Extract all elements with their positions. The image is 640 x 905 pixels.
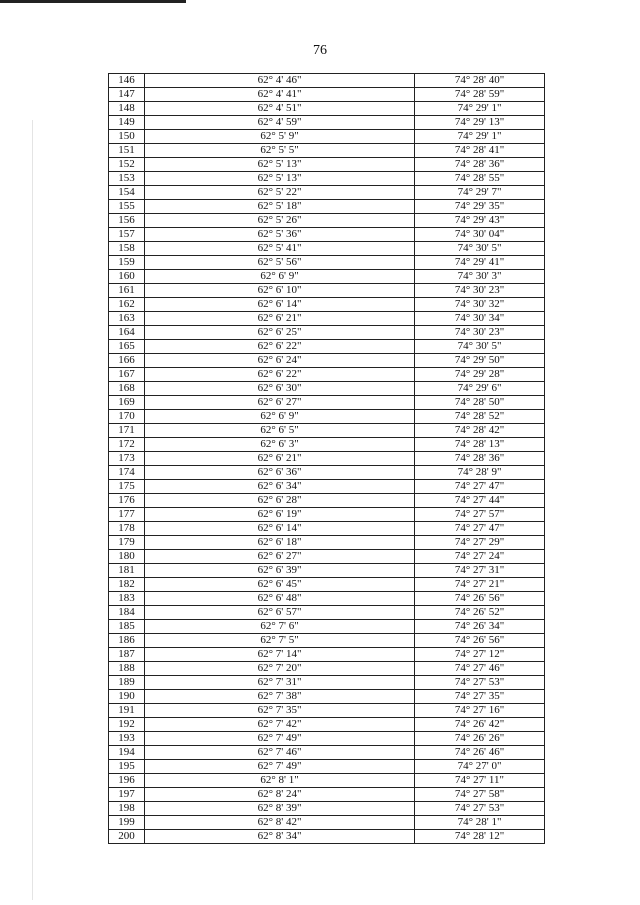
table-row [109,788,545,802]
latitude-cell: 62° 6' 27" [145,396,415,410]
longitude-cell: 74° 27' 12" [415,648,545,662]
latitude-cell: 62° 6' 10" [145,284,415,298]
longitude-cell: 74° 29' 35" [415,200,545,214]
latitude-cell: 62° 8' 34" [145,830,415,844]
table-row [109,620,545,634]
table-row [109,480,545,494]
table-row [109,774,545,788]
table-row [109,578,545,592]
table-row [109,242,545,256]
longitude-cell: 74° 30' 32" [415,298,545,312]
point-number-cell: 188 [109,662,145,676]
table-row [109,214,545,228]
point-number-cell: 147 [109,88,145,102]
point-number-cell: 185 [109,620,145,634]
point-number-cell: 192 [109,718,145,732]
point-number-cell: 152 [109,158,145,172]
latitude-cell: 62° 5' 13" [145,158,415,172]
latitude-cell: 62° 6' 3" [145,438,415,452]
binding-edge-line [32,120,33,900]
point-number-cell: 189 [109,676,145,690]
table-row [109,200,545,214]
longitude-cell: 74° 27' 29" [415,536,545,550]
coordinates-table [108,73,545,844]
latitude-cell: 62° 5' 41" [145,242,415,256]
point-number-cell: 163 [109,312,145,326]
point-number-cell: 170 [109,410,145,424]
table-row [109,536,545,550]
longitude-cell: 74° 28' 50" [415,396,545,410]
longitude-cell: 74° 30' 23" [415,326,545,340]
point-number-cell: 173 [109,452,145,466]
point-number-cell: 175 [109,480,145,494]
point-number-cell: 161 [109,284,145,298]
point-number-cell: 194 [109,746,145,760]
page-number: 76 [313,43,327,58]
table-row [109,424,545,438]
table-row [109,88,545,102]
table-row [109,438,545,452]
latitude-cell: 62° 7' 31" [145,676,415,690]
longitude-cell: 74° 30' 23" [415,284,545,298]
longitude-cell: 74° 26' 46" [415,746,545,760]
table-row [109,690,545,704]
point-number-cell: 193 [109,732,145,746]
latitude-cell: 62° 6' 21" [145,452,415,466]
longitude-cell: 74° 28' 59" [415,88,545,102]
longitude-cell: 74° 29' 43" [415,214,545,228]
table-row [109,298,545,312]
latitude-cell: 62° 6' 30" [145,382,415,396]
table-row [109,676,545,690]
longitude-cell: 74° 27' 44" [415,494,545,508]
latitude-cell: 62° 6' 57" [145,606,415,620]
longitude-cell: 74° 29' 28" [415,368,545,382]
table-row [109,760,545,774]
longitude-cell: 74° 30' 34" [415,312,545,326]
table-row [109,564,545,578]
table-row [109,522,545,536]
table-row [109,550,545,564]
latitude-cell: 62° 6' 22" [145,340,415,354]
longitude-cell: 74° 29' 1" [415,130,545,144]
table-row [109,704,545,718]
point-number-cell: 157 [109,228,145,242]
latitude-cell: 62° 6' 14" [145,298,415,312]
longitude-cell: 74° 27' 35" [415,690,545,704]
latitude-cell: 62° 8' 1" [145,774,415,788]
latitude-cell: 62° 7' 14" [145,648,415,662]
latitude-cell: 62° 6' 28" [145,494,415,508]
point-number-cell: 179 [109,536,145,550]
point-number-cell: 162 [109,298,145,312]
table-row [109,270,545,284]
longitude-cell: 74° 29' 6" [415,382,545,396]
point-number-cell: 178 [109,522,145,536]
point-number-cell: 171 [109,424,145,438]
latitude-cell: 62° 6' 36" [145,466,415,480]
point-number-cell: 174 [109,466,145,480]
latitude-cell: 62° 4' 59" [145,116,415,130]
table-row [109,494,545,508]
point-number-cell: 153 [109,172,145,186]
point-number-cell: 151 [109,144,145,158]
latitude-cell: 62° 6' 21" [145,312,415,326]
latitude-cell: 62° 6' 19" [145,508,415,522]
longitude-cell: 74° 28' 41" [415,144,545,158]
latitude-cell: 62° 4' 41" [145,88,415,102]
point-number-cell: 180 [109,550,145,564]
latitude-cell: 62° 6' 22" [145,368,415,382]
table-row [109,732,545,746]
latitude-cell: 62° 6' 24" [145,354,415,368]
point-number-cell: 166 [109,354,145,368]
longitude-cell: 74° 26' 56" [415,592,545,606]
longitude-cell: 74° 30' 04" [415,228,545,242]
table-row [109,606,545,620]
table-row [109,186,545,200]
longitude-cell: 74° 28' 9" [415,466,545,480]
point-number-cell: 146 [109,74,145,88]
point-number-cell: 149 [109,116,145,130]
longitude-cell: 74° 28' 52" [415,410,545,424]
table-row [109,312,545,326]
longitude-cell: 74° 27' 47" [415,480,545,494]
table-row [109,466,545,480]
latitude-cell: 62° 6' 27" [145,550,415,564]
longitude-cell: 74° 28' 55" [415,172,545,186]
latitude-cell: 62° 5' 18" [145,200,415,214]
point-number-cell: 181 [109,564,145,578]
longitude-cell: 74° 26' 34" [415,620,545,634]
point-number-cell: 169 [109,396,145,410]
latitude-cell: 62° 7' 5" [145,634,415,648]
latitude-cell: 62° 5' 13" [145,172,415,186]
table-row [109,592,545,606]
latitude-cell: 62° 6' 9" [145,410,415,424]
table-row [109,508,545,522]
point-number-cell: 182 [109,578,145,592]
table-row [109,284,545,298]
latitude-cell: 62° 5' 56" [145,256,415,270]
point-number-cell: 172 [109,438,145,452]
longitude-cell: 74° 29' 7" [415,186,545,200]
point-number-cell: 197 [109,788,145,802]
latitude-cell: 62° 6' 14" [145,522,415,536]
table-row [109,634,545,648]
table-row [109,256,545,270]
longitude-cell: 74° 26' 42" [415,718,545,732]
longitude-cell: 74° 27' 24" [415,550,545,564]
point-number-cell: 148 [109,102,145,116]
latitude-cell: 62° 4' 46" [145,74,415,88]
latitude-cell: 62° 6' 39" [145,564,415,578]
longitude-cell: 74° 27' 57" [415,508,545,522]
longitude-cell: 74° 30' 5" [415,340,545,354]
latitude-cell: 62° 8' 42" [145,816,415,830]
table-row [109,718,545,732]
longitude-cell: 74° 28' 12" [415,830,545,844]
latitude-cell: 62° 7' 38" [145,690,415,704]
latitude-cell: 62° 5' 26" [145,214,415,228]
longitude-cell: 74° 26' 56" [415,634,545,648]
longitude-cell: 74° 28' 1" [415,816,545,830]
point-number-cell: 167 [109,368,145,382]
longitude-cell: 74° 28' 36" [415,158,545,172]
longitude-cell: 74° 27' 53" [415,676,545,690]
latitude-cell: 62° 5' 5" [145,144,415,158]
table-row [109,116,545,130]
header-rule [0,0,186,3]
point-number-cell: 165 [109,340,145,354]
longitude-cell: 74° 26' 26" [415,732,545,746]
table-row [109,662,545,676]
point-number-cell: 200 [109,830,145,844]
latitude-cell: 62° 7' 20" [145,662,415,676]
longitude-cell: 74° 30' 5" [415,242,545,256]
table-row [109,172,545,186]
longitude-cell: 74° 30' 3" [415,270,545,284]
point-number-cell: 155 [109,200,145,214]
table-row [109,410,545,424]
latitude-cell: 62° 4' 51" [145,102,415,116]
table-row [109,746,545,760]
longitude-cell: 74° 28' 36" [415,452,545,466]
table-row [109,802,545,816]
latitude-cell: 62° 7' 6" [145,620,415,634]
point-number-cell: 196 [109,774,145,788]
point-number-cell: 154 [109,186,145,200]
point-number-cell: 164 [109,326,145,340]
longitude-cell: 74° 28' 13" [415,438,545,452]
table-row [109,648,545,662]
point-number-cell: 198 [109,802,145,816]
point-number-cell: 186 [109,634,145,648]
table-row [109,326,545,340]
point-number-cell: 191 [109,704,145,718]
table-row [109,144,545,158]
longitude-cell: 74° 27' 47" [415,522,545,536]
longitude-cell: 74° 27' 58" [415,788,545,802]
longitude-cell: 74° 29' 1" [415,102,545,116]
latitude-cell: 62° 5' 36" [145,228,415,242]
table-row [109,830,545,844]
latitude-cell: 62° 6' 5" [145,424,415,438]
latitude-cell: 62° 7' 49" [145,732,415,746]
table-row [109,354,545,368]
latitude-cell: 62° 7' 49" [145,760,415,774]
point-number-cell: 184 [109,606,145,620]
table-row [109,368,545,382]
point-number-cell: 160 [109,270,145,284]
longitude-cell: 74° 29' 41" [415,256,545,270]
latitude-cell: 62° 6' 25" [145,326,415,340]
table-row [109,452,545,466]
longitude-cell: 74° 27' 21" [415,578,545,592]
latitude-cell: 62° 6' 34" [145,480,415,494]
point-number-cell: 177 [109,508,145,522]
point-number-cell: 187 [109,648,145,662]
latitude-cell: 62° 6' 9" [145,270,415,284]
point-number-cell: 183 [109,592,145,606]
latitude-cell: 62° 7' 35" [145,704,415,718]
longitude-cell: 74° 27' 53" [415,802,545,816]
point-number-cell: 150 [109,130,145,144]
table-row [109,158,545,172]
table-row [109,340,545,354]
point-number-cell: 156 [109,214,145,228]
point-number-cell: 159 [109,256,145,270]
latitude-cell: 62° 5' 9" [145,130,415,144]
point-number-cell: 176 [109,494,145,508]
latitude-cell: 62° 7' 46" [145,746,415,760]
point-number-cell: 195 [109,760,145,774]
point-number-cell: 199 [109,816,145,830]
latitude-cell: 62° 7' 42" [145,718,415,732]
longitude-cell: 74° 26' 52" [415,606,545,620]
longitude-cell: 74° 28' 42" [415,424,545,438]
longitude-cell: 74° 29' 13" [415,116,545,130]
longitude-cell: 74° 29' 50" [415,354,545,368]
latitude-cell: 62° 5' 22" [145,186,415,200]
latitude-cell: 62° 8' 39" [145,802,415,816]
longitude-cell: 74° 28' 40" [415,74,545,88]
longitude-cell: 74° 27' 46" [415,662,545,676]
latitude-cell: 62° 6' 18" [145,536,415,550]
coordinates-table-body [109,74,545,844]
point-number-cell: 158 [109,242,145,256]
point-number-cell: 190 [109,690,145,704]
latitude-cell: 62° 8' 24" [145,788,415,802]
table-row [109,228,545,242]
table-row [109,396,545,410]
longitude-cell: 74° 27' 11" [415,774,545,788]
latitude-cell: 62° 6' 48" [145,592,415,606]
table-row [109,74,545,88]
latitude-cell: 62° 6' 45" [145,578,415,592]
table-row [109,816,545,830]
longitude-cell: 74° 27' 31" [415,564,545,578]
point-number-cell: 168 [109,382,145,396]
table-row [109,382,545,396]
table-row [109,130,545,144]
longitude-cell: 74° 27' 0" [415,760,545,774]
table-row [109,102,545,116]
longitude-cell: 74° 27' 16" [415,704,545,718]
